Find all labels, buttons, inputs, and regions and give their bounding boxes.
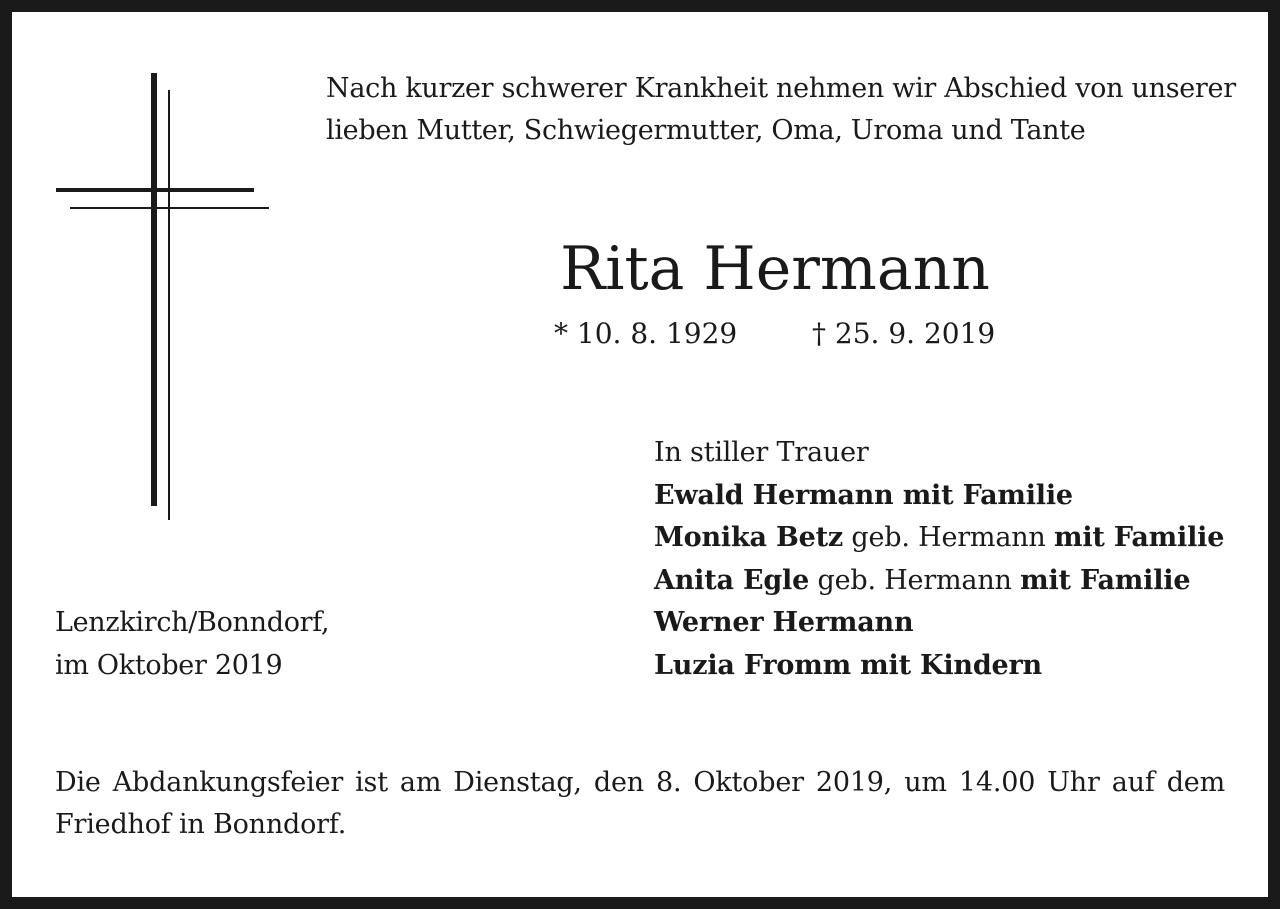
ceremony-notice — [55, 762, 1225, 846]
mourner-entry: Ewald Hermann mit Familie — [654, 479, 1073, 511]
cross-vertical-thin — [168, 90, 170, 520]
place-and-date — [55, 602, 329, 687]
mourner-maiden-name: geb. Hermann — [809, 564, 1021, 596]
death-date: † 25. 9. 2019 — [812, 317, 996, 350]
ceremony-line-2: Friedhof in Bonndorf. — [55, 809, 347, 840]
mourner-entry — [654, 517, 1224, 560]
obituary-card — [12, 12, 1268, 897]
mourner-suffix: mit Familie — [1020, 564, 1191, 596]
cross-horizontal-thick — [56, 188, 254, 192]
mourner-name: Anita Egle — [654, 564, 810, 596]
mourner-entry — [654, 560, 1224, 603]
mourners-block — [654, 432, 1224, 687]
mourner-maiden-name: geb. Hermann — [843, 522, 1054, 553]
place-line-1: Lenzkirch/Bonndorf, — [55, 607, 330, 638]
mourner-suffix: mit Familie — [1054, 522, 1225, 553]
mourner-entry: Werner Hermann — [654, 607, 914, 638]
intro-line-1: Nach kurzer schwerer Krankheit nehmen wir Abschied von unserer — [326, 73, 1236, 104]
mourners-heading: In stiller Trauer — [654, 437, 869, 468]
cross-horizontal-thin — [70, 207, 269, 209]
mourner-entry: Luzia Fromm mit Kindern — [654, 649, 1042, 681]
mourner-name: Monika Betz — [654, 522, 843, 553]
ceremony-line-1: Die Abdankungsfeier ist am Dienstag, den 8. Oktober 2019, um 14.00 Uhr auf dem — [55, 767, 1225, 798]
birth-date: * 10. 8. 1929 — [554, 317, 738, 350]
place-line-2: im Oktober 2019 — [55, 649, 283, 681]
intro-text — [326, 68, 1246, 152]
intro-line-2: lieben Mutter, Schwiegermutter, Oma, Uroma und Tante — [326, 115, 1086, 146]
deceased-name: Rita Hermann — [560, 234, 990, 304]
